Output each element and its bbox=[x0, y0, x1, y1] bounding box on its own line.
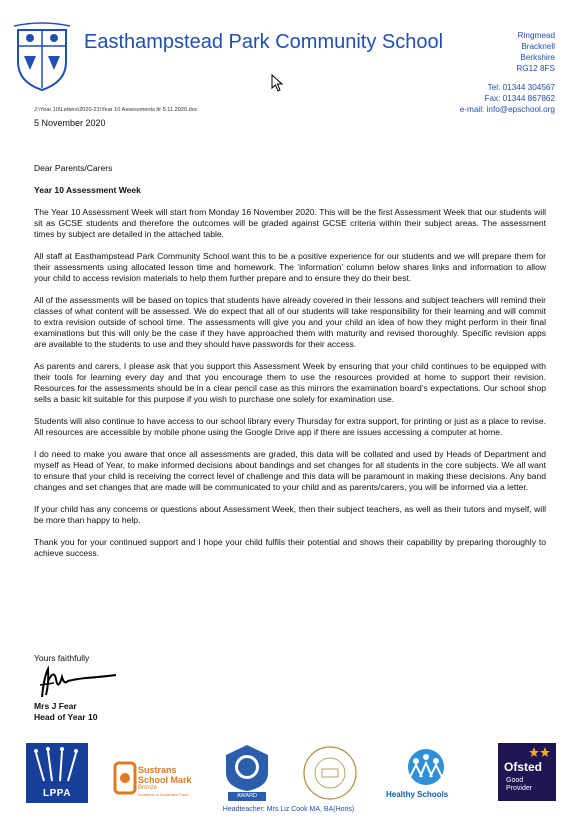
telephone: Tel: 01344 304567 bbox=[487, 83, 555, 92]
address-line: Ringmead bbox=[517, 31, 555, 40]
school-name: Easthampstead Park Community School bbox=[84, 31, 444, 53]
lppa-label: LPPA bbox=[43, 788, 71, 799]
school-crest-icon bbox=[12, 22, 72, 92]
sustrans-level: Bronze bbox=[138, 785, 158, 791]
ofsted-name: Ofsted bbox=[504, 760, 543, 774]
arts-council-icon bbox=[300, 743, 360, 803]
address-line: Bracknell bbox=[521, 42, 555, 51]
lppa-logo bbox=[26, 743, 88, 803]
document-reference: J:\Year 10\Letters\2020-21\Year 10 Assessments ltr 5.11.2020.doc bbox=[34, 107, 198, 113]
healthy-schools-icon bbox=[396, 747, 456, 789]
healthy-schools-label: Healthy Schools bbox=[386, 790, 449, 799]
signer-name: Mrs J Fear bbox=[34, 701, 77, 711]
school-address bbox=[460, 30, 555, 115]
letter-heading: Year 10 Assessment Week bbox=[34, 185, 141, 195]
ofsted-logo bbox=[498, 743, 556, 801]
headteacher-line: Headteacher: Mrs Liz Cook MA, BA(Hons) bbox=[222, 806, 355, 813]
signer-title: Head of Year 10 bbox=[34, 712, 98, 722]
paragraph: The Year 10 Assessment Week will start from Monday 16 November 2020. This will be the first Assessment Week that our students will sit as GCSE students and therefore the outcomes will be graded against GCSE criteria within their subject areas. The assessment times by subject are detailed in the attached table. bbox=[34, 207, 546, 239]
sustrans-logo bbox=[112, 743, 198, 803]
sustrans-tagline: Excellence in Sustainable Travel bbox=[138, 793, 189, 797]
signature-image bbox=[36, 663, 118, 701]
paragraph: As parents and carers, I please ask that you support this Assessment Week by ensuring that your child continues to be equipped with their tools for learning every day and that you encourage them to use the resources provided at home to support their revision. Resources for the assessments should be in a clear pencil case as this mirrors the examination board’s expectations. Our school shop sells a basic kit suitable for this purpose if you wish to purchase one solely for examination use. bbox=[34, 361, 546, 404]
paragraph: I do need to make you aware that once all assessments are graded, this data will be collated and used by Heads of Department and myself as Head of Year, to make informed decisions about bandings and set changes for all students in the core subjects. We all want to ensure that your child is receiving the correct level of challenge and this data will be paramount in making these decisions. Any band changes and set changes that are made will be communicated to your child and as parents/carers, you will be informed via a letter. bbox=[34, 449, 546, 492]
healthy-schools-logo bbox=[386, 743, 466, 803]
email-link[interactable]: e-mail: info@epschool.org bbox=[459, 105, 555, 114]
award-label: AWARD bbox=[228, 792, 266, 801]
paragraph: Students will also continue to have access to our school library every Thursday for extra support, for printing or just as a place to revise. All resources are accessible by mobile phone using the Google Drive app if there are issues accessing a computer at home. bbox=[34, 416, 546, 437]
address-line: Berkshire bbox=[520, 53, 555, 62]
signer-block bbox=[34, 701, 98, 723]
sustrans-title: Sustrans School Mark bbox=[138, 765, 192, 785]
award-badge-icon bbox=[222, 743, 272, 793]
fax: Fax: 01344 867862 bbox=[484, 94, 555, 103]
sustrans-icon bbox=[112, 761, 138, 801]
salutation: Dear Parents/Carers bbox=[34, 163, 113, 173]
sign-off: Yours faithfully bbox=[34, 653, 90, 663]
mouse-cursor-icon bbox=[271, 74, 285, 92]
paragraph: If your child has any concerns or questions about Assessment Week, then their subject teachers, as well as their tutors and myself, will be more than happy to help. bbox=[34, 504, 546, 525]
letter-body bbox=[34, 163, 546, 570]
ofsted-rating: Good Provider bbox=[506, 777, 533, 792]
letter-date: 5 November 2020 bbox=[34, 118, 106, 128]
ofsted-stars-icon bbox=[528, 746, 552, 760]
award-badge-logo bbox=[222, 743, 272, 803]
paragraph: All staff at Easthampstead Park Community School want this to be a positive experience for our students and we will prepare them for their assessments using allocated lesson time and homework. The ‘information’ column below shares links and information to allow your child to access revision materials to help them further prepare and to ensure they do their best. bbox=[34, 251, 546, 283]
paragraph: All of the assessments will be based on topics that students have already covered in their lessons and subject teachers will remind their classes of what content will be assessed. We do expect that all of our students will take responsibility for their learning and will commit to extra revision outside of school time. The assessments will give you and your child an idea of how they might perform in their final examinations but this will only be the case if they have approached them with maturity and revised thoroughly. Specific revision apps are available to the students to use and they should have passwords for their access. bbox=[34, 295, 546, 349]
paragraph: Thank you for your continued support and I hope your child fulfils their potential and shows their capability by preparing thoroughly to achieve success. bbox=[34, 537, 546, 558]
arts-council-logo bbox=[300, 743, 360, 803]
address-line: RG12 8FS bbox=[516, 64, 555, 73]
